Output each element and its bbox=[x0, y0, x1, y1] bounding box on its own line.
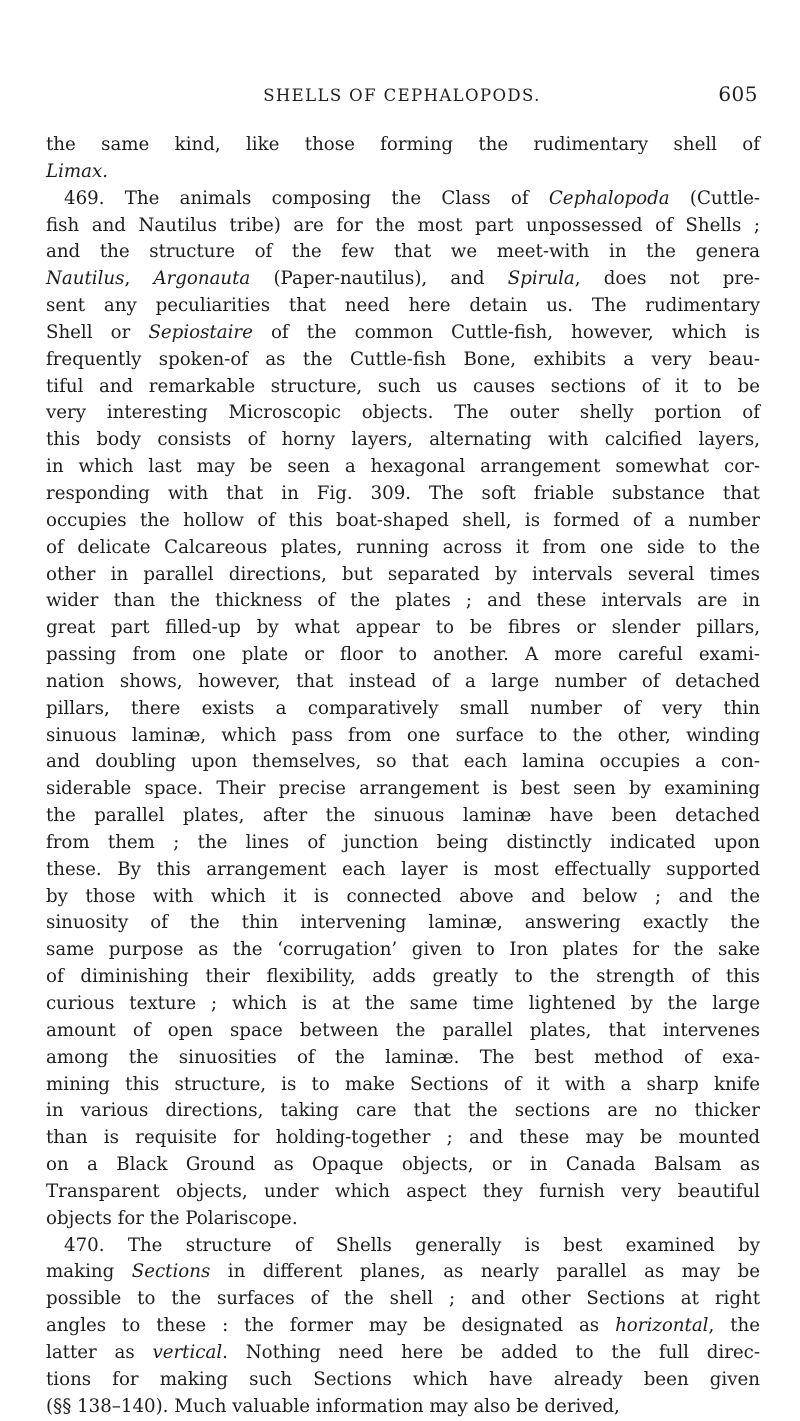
page-number: 605 bbox=[718, 82, 758, 106]
text-run: Transparent objects, under which aspect they furnish very beautiful bbox=[46, 1180, 760, 1202]
text-run: and doubling upon themselves, so that each lamina occupies a con- bbox=[46, 751, 760, 773]
text-line bbox=[46, 347, 760, 374]
text-run: (Paper-nautilus), and bbox=[250, 268, 508, 290]
text-line bbox=[46, 1259, 760, 1286]
text-run: fish and Nautilus tribe) are for the most part unpossessed of Shells ; bbox=[46, 214, 760, 236]
text-line bbox=[46, 937, 760, 964]
text-run: objects for the Polariscope. bbox=[46, 1207, 298, 1229]
italic-term: Spirula bbox=[507, 268, 575, 290]
text-line bbox=[46, 1233, 760, 1260]
text-line bbox=[46, 884, 760, 911]
italic-term: Argonauta bbox=[153, 268, 251, 290]
text-line bbox=[46, 723, 760, 750]
text-run: in which last may be seen a hexagonal arrangement somewhat cor- bbox=[46, 456, 760, 478]
text-run: great part filled-up by what appear to be fibres or slender pillars, bbox=[46, 617, 760, 639]
text-run: angles to these : the former may be designated as bbox=[46, 1315, 616, 1337]
text-line bbox=[46, 293, 760, 320]
italic-term: horizontal bbox=[615, 1315, 709, 1337]
text-run: passing from one plate or floor to another. A more careful exami- bbox=[46, 644, 760, 666]
text-run: 469. The animals composing the Class of bbox=[64, 187, 549, 209]
text-run: other in parallel directions, but separated by intervals several times bbox=[46, 563, 760, 585]
text-run: sinuous laminæ, which pass from one surface to the other, winding bbox=[46, 724, 760, 746]
italic-term: Cephalopoda bbox=[548, 187, 670, 209]
text-run: frequently spoken-of as the Cuttle-fish Bone, exhibits a very beau- bbox=[46, 348, 760, 370]
text-line bbox=[46, 803, 760, 830]
text-line bbox=[46, 857, 760, 884]
text-run: (Cuttle- bbox=[669, 187, 760, 209]
text-run: , the bbox=[708, 1315, 760, 1337]
text-line bbox=[46, 615, 760, 642]
running-title: SHELLS OF CEPHALOPODS. bbox=[263, 86, 541, 105]
text-run: curious texture ; which is at the same time lightened by the large bbox=[46, 993, 760, 1014]
text-run: on a Black Ground as Opaque objects, or in Canada Balsam as bbox=[46, 1154, 760, 1176]
text-run: very interesting Microscopic objects. The outer shelly portion of bbox=[46, 402, 760, 424]
running-header bbox=[46, 82, 758, 114]
text-line bbox=[46, 213, 760, 240]
text-line bbox=[46, 320, 760, 347]
text-run: among the sinuosities of the laminæ. The best method of exa- bbox=[46, 1046, 760, 1068]
italic-term: vertical bbox=[152, 1341, 223, 1363]
text-line bbox=[46, 427, 760, 454]
text-line bbox=[46, 1367, 760, 1394]
text-run: making bbox=[46, 1261, 132, 1283]
text-run: amount of open space between the parallel plates, that intervenes bbox=[46, 1019, 760, 1041]
text-line bbox=[46, 159, 760, 186]
text-run: , does not pre- bbox=[574, 268, 760, 290]
text-run: than is requisite for holding-together ; and these may be mounted bbox=[46, 1127, 760, 1149]
text-line bbox=[46, 588, 760, 615]
text-run: of diminishing their flexibility, adds greatly to the strength of this bbox=[46, 966, 760, 988]
text-run: wider than the thickness of the plates ; and these intervals are in bbox=[46, 590, 760, 612]
text-line bbox=[46, 910, 760, 937]
text-run: latter as bbox=[46, 1341, 153, 1363]
text-line bbox=[46, 535, 760, 562]
text-line bbox=[46, 266, 760, 293]
text-line bbox=[46, 1313, 760, 1340]
text-line bbox=[46, 991, 760, 1018]
text-run: 470. The structure of Shells generally is best examined by bbox=[64, 1234, 760, 1256]
text-line bbox=[46, 642, 760, 669]
text-run: pillars, there exists a comparatively small number of very thin bbox=[46, 697, 760, 719]
text-line bbox=[46, 1072, 760, 1099]
italic-term: Limax. bbox=[46, 160, 109, 182]
text-line bbox=[46, 830, 760, 857]
text-line bbox=[46, 1179, 760, 1206]
text-line bbox=[46, 1045, 760, 1072]
italic-term: Sepiostaire bbox=[148, 321, 253, 343]
text-run: of the common Cuttle-fish, however, which is bbox=[252, 321, 760, 343]
text-line bbox=[46, 1018, 760, 1045]
text-run: (§§ 138–140). Much valuable information may also be derived, bbox=[46, 1395, 620, 1417]
text-run: and the structure of the few that we meet-with in the genera bbox=[46, 241, 760, 263]
text-run: Shell or bbox=[46, 321, 149, 343]
text-line bbox=[46, 749, 760, 776]
text-line bbox=[46, 132, 760, 159]
text-line bbox=[46, 1152, 760, 1179]
text-line bbox=[46, 696, 760, 723]
text-line bbox=[46, 374, 760, 401]
text-run: sinuosity of the thin intervening laminæ, answering exactly the bbox=[46, 912, 760, 934]
text-run: occupies the hollow of this boat-shaped shell, is formed of a number bbox=[46, 509, 760, 531]
body-text bbox=[46, 132, 760, 1421]
text-run: these. By this arrangement each layer is most effectually supported bbox=[46, 858, 760, 880]
text-line bbox=[46, 1286, 760, 1313]
text-line bbox=[46, 776, 760, 803]
text-line bbox=[46, 964, 760, 991]
text-line bbox=[46, 454, 760, 481]
text-run: possible to the surfaces of the shell ; and other Sections at right bbox=[46, 1288, 760, 1310]
text-run: same purpose as the ‘corrugation’ given to Iron plates for the sake bbox=[46, 939, 760, 961]
text-run: tiful and remarkable structure, such us causes sections of it to be bbox=[46, 375, 760, 397]
text-line bbox=[46, 1125, 760, 1152]
text-run: in various directions, taking care that the sections are no thicker bbox=[46, 1100, 760, 1122]
text-run: by those with which it is connected above and below ; and the bbox=[46, 885, 760, 907]
text-line bbox=[46, 508, 760, 535]
text-line bbox=[46, 239, 760, 266]
text-run: , bbox=[124, 268, 154, 290]
text-run: the same kind, like those forming the rudimentary shell of bbox=[46, 134, 760, 155]
text-run: responding with that in Fig. 309. The soft friable substance that bbox=[46, 482, 760, 504]
text-run: . Nothing need here be added to the full direc- bbox=[222, 1341, 760, 1363]
text-run: from them ; the lines of junction being distinctly indicated upon bbox=[46, 831, 760, 853]
italic-term: Nautilus bbox=[46, 268, 125, 290]
text-line bbox=[46, 1098, 760, 1125]
text-run: this body consists of horny layers, alternating with calcified layers, bbox=[46, 429, 760, 451]
text-run: nation shows, however, that instead of a large number of detached bbox=[46, 670, 760, 692]
text-line bbox=[46, 481, 760, 508]
text-line bbox=[46, 1206, 760, 1233]
text-line bbox=[46, 1340, 760, 1367]
text-line bbox=[46, 669, 760, 696]
text-run: the parallel plates, after the sinuous laminæ have been detached bbox=[46, 805, 760, 827]
text-run: mining this structure, is to make Sections of it with a sharp knife bbox=[46, 1073, 760, 1095]
text-run: siderable space. Their precise arrangement is best seen by examining bbox=[46, 778, 760, 800]
text-run: tions for making such Sections which have already been given bbox=[46, 1368, 760, 1390]
text-run: of delicate Calcareous plates, running across it from one side to the bbox=[46, 536, 760, 558]
text-line bbox=[46, 1394, 760, 1421]
text-line bbox=[46, 562, 760, 589]
text-run: in different planes, as nearly parallel as may be bbox=[210, 1261, 760, 1283]
text-run: sent any peculiarities that need here detain us. The rudimentary bbox=[46, 295, 760, 317]
italic-term: Sections bbox=[131, 1261, 211, 1283]
text-line bbox=[46, 186, 760, 213]
text-line bbox=[46, 400, 760, 427]
